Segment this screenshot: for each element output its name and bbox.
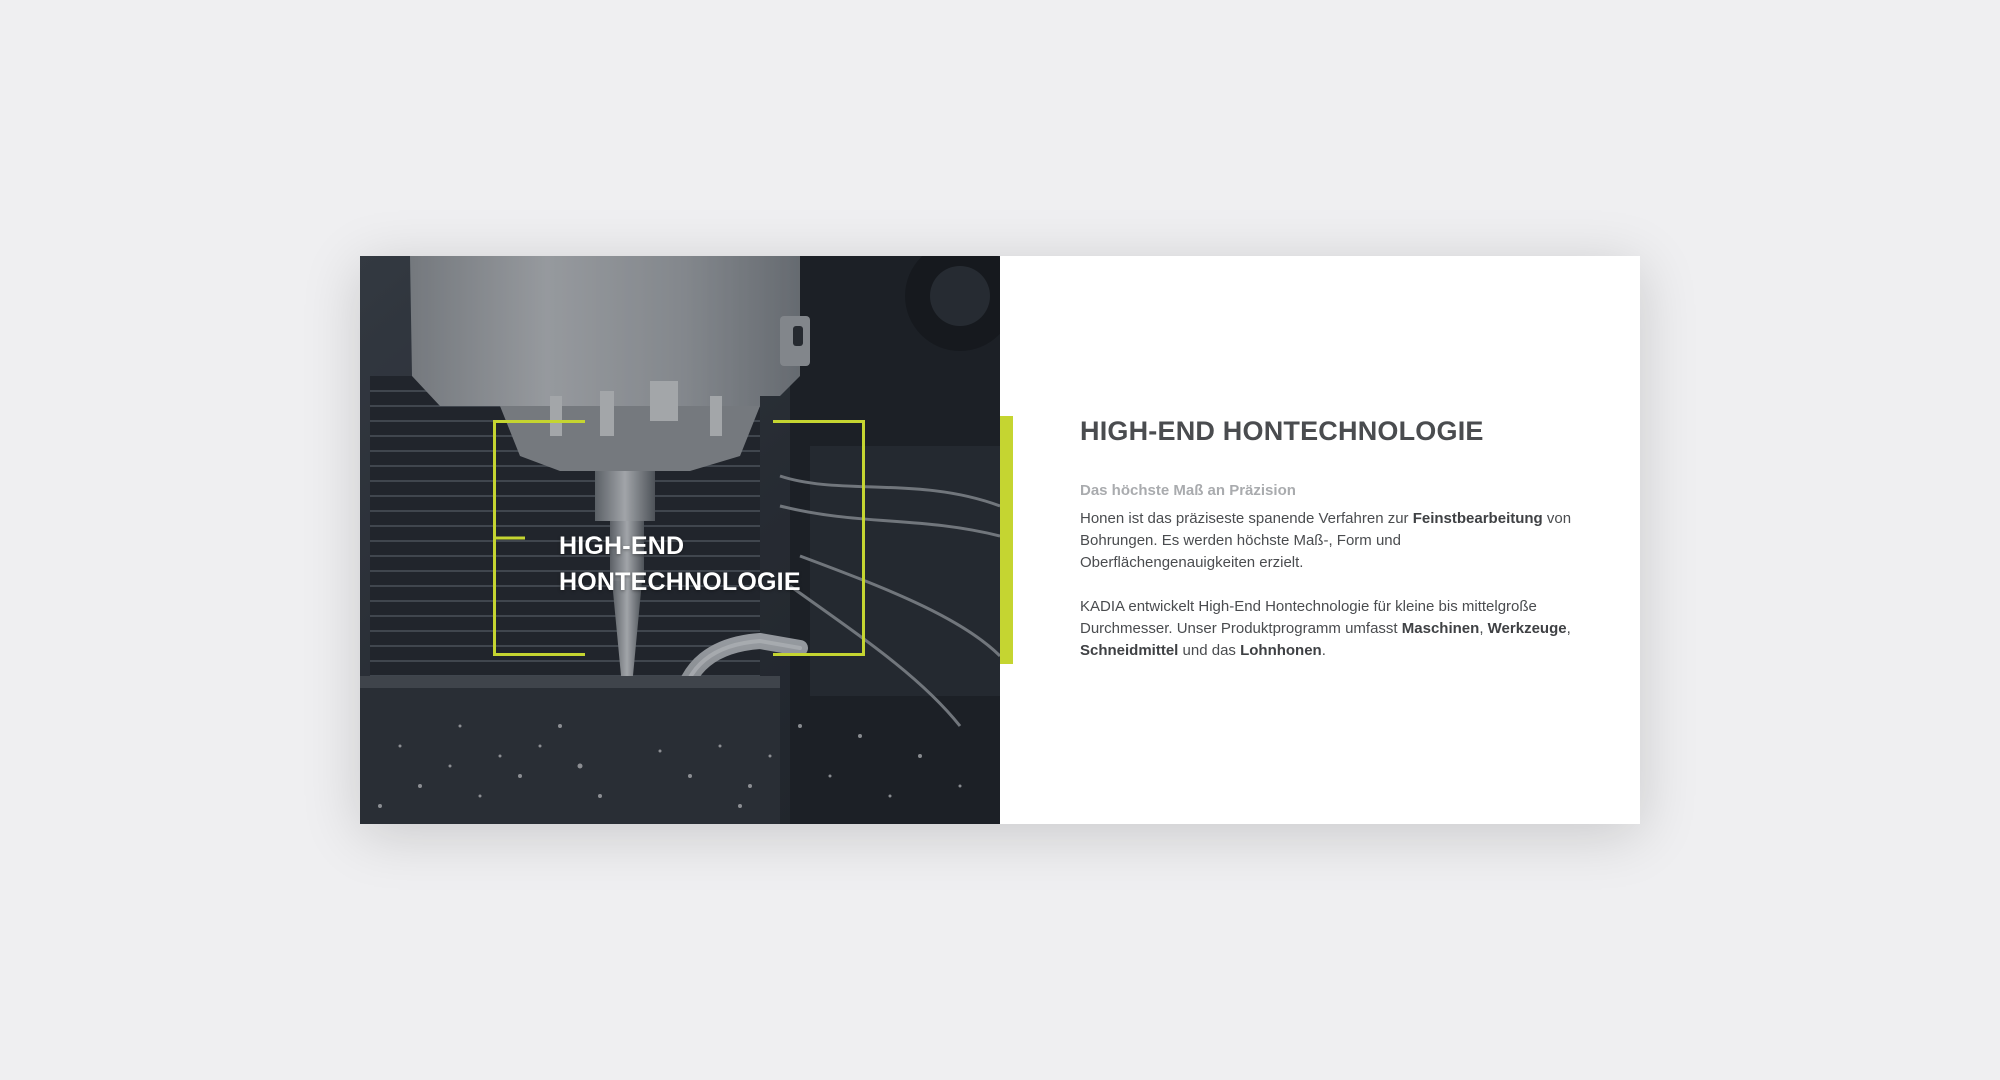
products-text-c: . bbox=[1321, 642, 1326, 659]
text-content-panel bbox=[1000, 256, 1640, 824]
hero-title: HIGH-END HONTECHNOLOGIE bbox=[559, 532, 801, 596]
products-sep-a: , bbox=[1479, 620, 1488, 637]
products-bold-schneidmittel: Schneidmittel bbox=[1080, 642, 1179, 659]
section-title: HIGH-END HONTECHNOLOGIE bbox=[1080, 416, 1484, 446]
intro-text-b: von Bohrungen. Es werden höchste Maß-, Form und Oberflächengenauigkeiten erzielt. bbox=[1080, 510, 1572, 571]
products-sep-b: , bbox=[1566, 620, 1571, 637]
intro-bold-feinstbearbeitung: Feinstbearbeitung bbox=[1412, 510, 1543, 527]
section-subtitle: Das höchste Maß an Präzision bbox=[1080, 482, 1296, 499]
intro-text-a: Honen ist das präziseste spanende Verfahren zur bbox=[1080, 510, 1413, 527]
products-bold-lohnhonen: Lohnhonen bbox=[1240, 642, 1322, 659]
products-bold-maschinen: Maschinen bbox=[1401, 620, 1480, 637]
products-text-a: KADIA entwickelt High-End Hontechnologie für kleine bis mittelgroße Durchmesser. Unser Produktprogramm umfasst bbox=[1080, 598, 1537, 637]
feature-card bbox=[360, 256, 1640, 824]
products-text-b: und das bbox=[1178, 642, 1241, 659]
products-paragraph bbox=[1080, 596, 1580, 662]
products-bold-werkzeuge: Werkzeuge bbox=[1487, 620, 1567, 637]
hero-image-panel bbox=[360, 256, 1000, 824]
intro-paragraph bbox=[1080, 508, 1580, 574]
